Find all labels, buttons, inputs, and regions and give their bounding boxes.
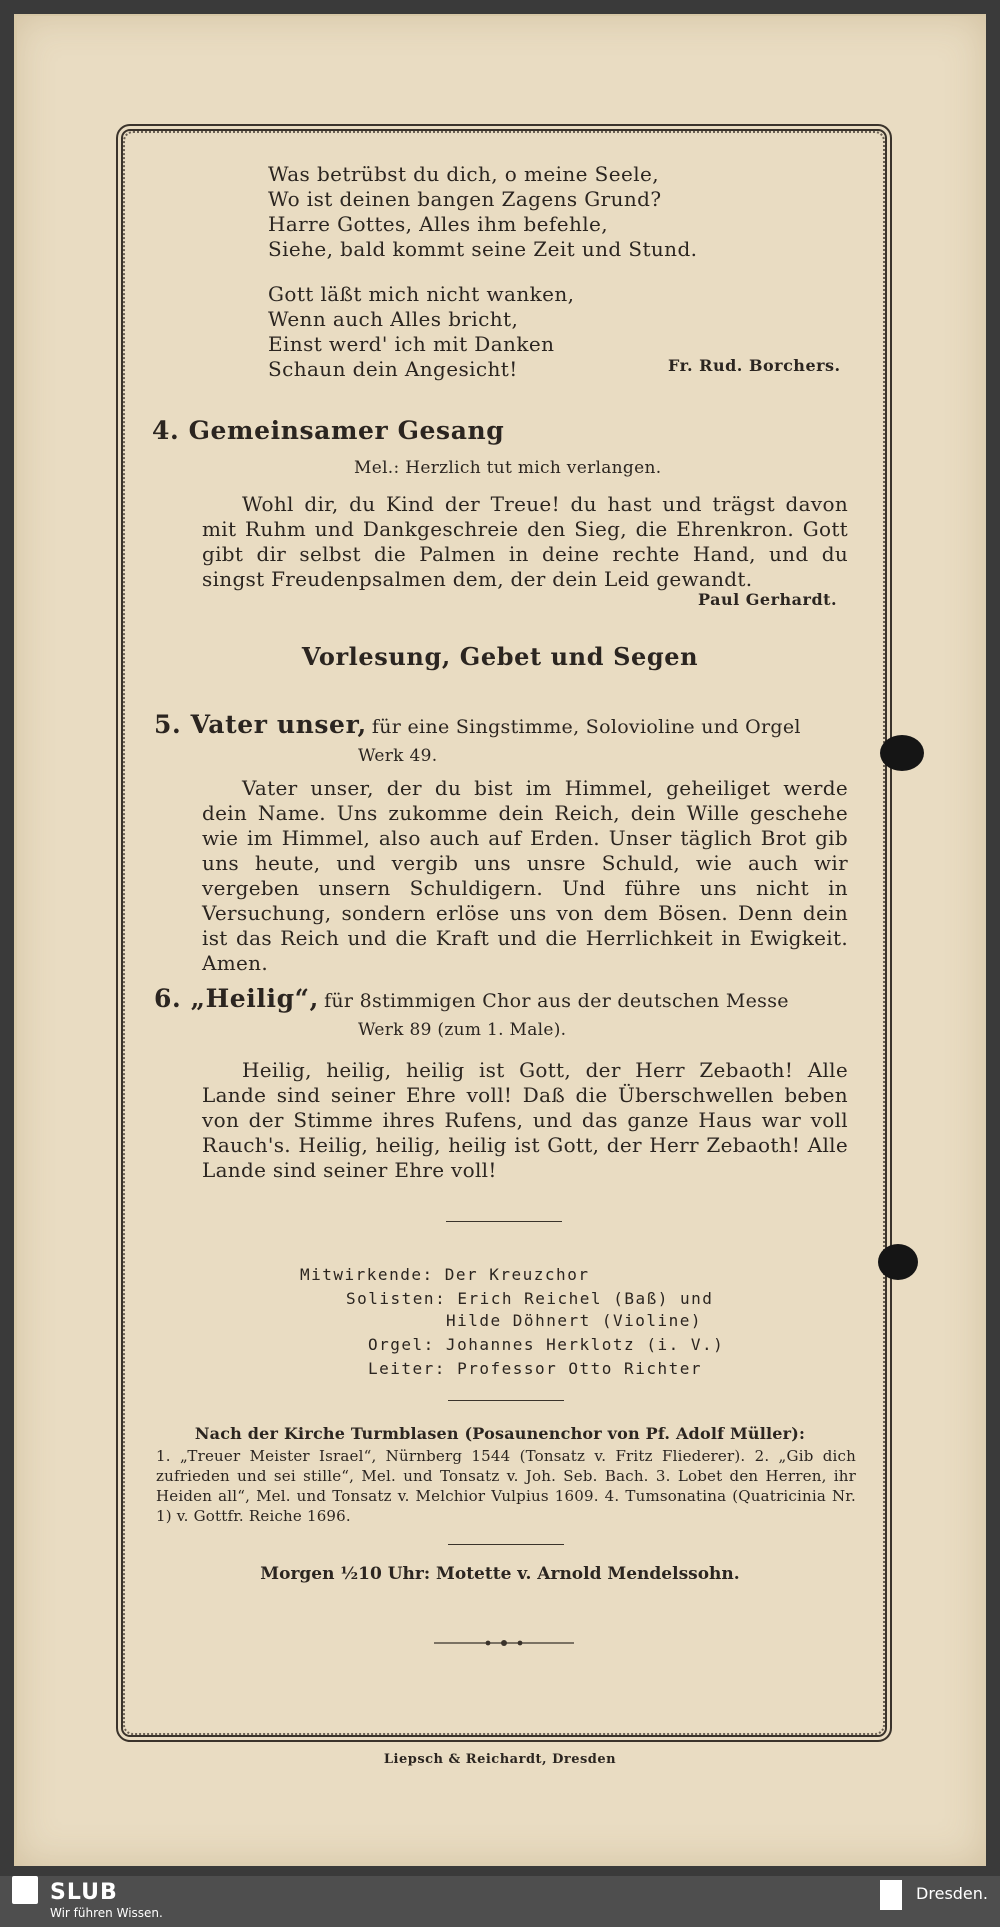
- slub-tagline: Wir führen Wissen.: [50, 1906, 163, 1920]
- item-6-work: Werk 89 (zum 1. Male).: [358, 1020, 567, 1040]
- punch-hole-lower: [878, 1244, 918, 1280]
- item-6-heading: 6. „Heilig“,: [154, 984, 319, 1013]
- ornament-dot: [501, 1640, 507, 1646]
- poem-line: Einst werd' ich mit Danken: [268, 332, 555, 356]
- item-4-melody: Mel.: Herzlich tut mich verlangen.: [354, 458, 662, 478]
- divider: [446, 1221, 562, 1222]
- item-5-work: Werk 49.: [358, 746, 438, 766]
- item-5-heading: 5. Vater unser,: [154, 710, 367, 739]
- ornament-divider: [430, 1636, 578, 1650]
- item-6-heading-line: [154, 984, 854, 1013]
- tower-text: 1. „Treuer Meister Israel“, Nürnberg 1544 (Tonsatz v. Fritz Fliederer). 2. „Gib dich zufrieden und sei stille“, Mel. und Tonsatz v. Joh. Seb. Bach. 3. Lobet den Herren, ihr Heiden all“, Mel. und Tonsatz v. Melchior Vulpius 1609. 4. Tumsonatina (Quatricinia Nr. 1) v. Gottfr. Reiche 1696.: [156, 1447, 856, 1525]
- poem-author: Fr. Rud. Borchers.: [668, 356, 841, 375]
- poem-line: Harre Gottes, Alles ihm befehle,: [268, 212, 609, 236]
- section-title: Vorlesung, Gebet und Segen: [301, 642, 699, 671]
- divider: [448, 1400, 564, 1401]
- poem-line: Wenn auch Alles bricht,: [268, 307, 519, 331]
- tower-heading: Nach der Kirche Turmblasen (Posaunenchor von Pf. Adolf Müller):: [194, 1424, 806, 1443]
- credits-line-2: Solisten: Erich Reichel (Baß) und: [346, 1289, 714, 1308]
- slub-wordmark[interactable]: SLUB: [50, 1880, 118, 1905]
- tomorrow-note: Morgen ½10 Uhr: Motette v. Arnold Mendelssohn.: [260, 1564, 740, 1584]
- item-5-text: Vater unser, der du bist im Himmel, geheiliget werde dein Name. Uns zukomme dein Reich, dein Wille geschehe wie im Himmel, also auch auf Erden. Unser täglich Brot gib uns heute, und vergib uns unsre Schuld, wie auch wir vergeben unsern Schuldigern. Und führe uns nicht in Versuchung, sondern erlöse uns von dem Bösen. Denn dein ist das Reich und die Kraft und die Herrlichkeit in Ewigkeit. Amen.: [202, 776, 848, 975]
- punch-hole-upper: [880, 735, 924, 771]
- credits-line-1: Mitwirkende: Der Kreuzchor: [300, 1265, 590, 1284]
- item-5-heading-line: [154, 710, 854, 739]
- slub-logo-icon: [12, 1876, 38, 1904]
- poem-line: Siehe, bald kommt seine Zeit und Stund.: [268, 237, 698, 261]
- item-6-text: Heilig, heilig, heilig ist Gott, der Herr Zebaoth! Alle Lande sind seiner Ehre voll! Daß die Überschwellen beben von der Stimme ihres Rufens, und das ganze Haus war voll Rauch's. Heilig, heilig, heilig ist Gott, der Herr Zebaoth! Alle Lande sind seiner Ehre voll!: [202, 1058, 848, 1182]
- poem-line: Wo ist deinen bangen Zagens Grund?: [268, 187, 662, 211]
- item-4-text: Wohl dir, du Kind der Treue! du hast und trägst davon mit Ruhm und Dankgeschreie den Sieg, die Ehrenkron. Gott gibt dir selbst die Palmen in deine rechte Hand, und du singst Freudenpsalmen dem, der dein Leid gewandt.: [202, 492, 848, 591]
- item-4-heading: 4. Gemeinsamer Gesang: [152, 416, 505, 445]
- poem-line: Gott läßt mich nicht wanken,: [268, 282, 575, 306]
- credits-line-5: Leiter: Professor Otto Richter: [368, 1359, 702, 1378]
- poem-stanza-1: [268, 162, 697, 262]
- dresden-wordmark[interactable]: Dresden.: [916, 1884, 988, 1903]
- credits-line-4: Orgel: Johannes Herklotz (i. V.): [368, 1335, 725, 1354]
- dresden-logo-icon: [880, 1880, 902, 1910]
- poem-stanza-2: [268, 282, 574, 382]
- item-4-author: Paul Gerhardt.: [698, 590, 838, 609]
- ornament-dot: [486, 1641, 491, 1646]
- item-6-heading-rest: für 8stimmigen Chor aus der deutschen Messe: [324, 990, 789, 1012]
- item-5-heading-rest: für eine Singstimme, Solovioline und Orgel: [371, 716, 801, 738]
- poem-line: Schaun dein Angesicht!: [268, 357, 518, 381]
- poem-line: Was betrübst du dich, o meine Seele,: [268, 162, 660, 186]
- ornament-dot: [518, 1641, 523, 1646]
- divider: [448, 1544, 564, 1545]
- printer-credit: Liepsch & Reichardt, Dresden: [383, 1752, 617, 1767]
- credits-line-3: Hilde Döhnert (Violine): [446, 1311, 703, 1330]
